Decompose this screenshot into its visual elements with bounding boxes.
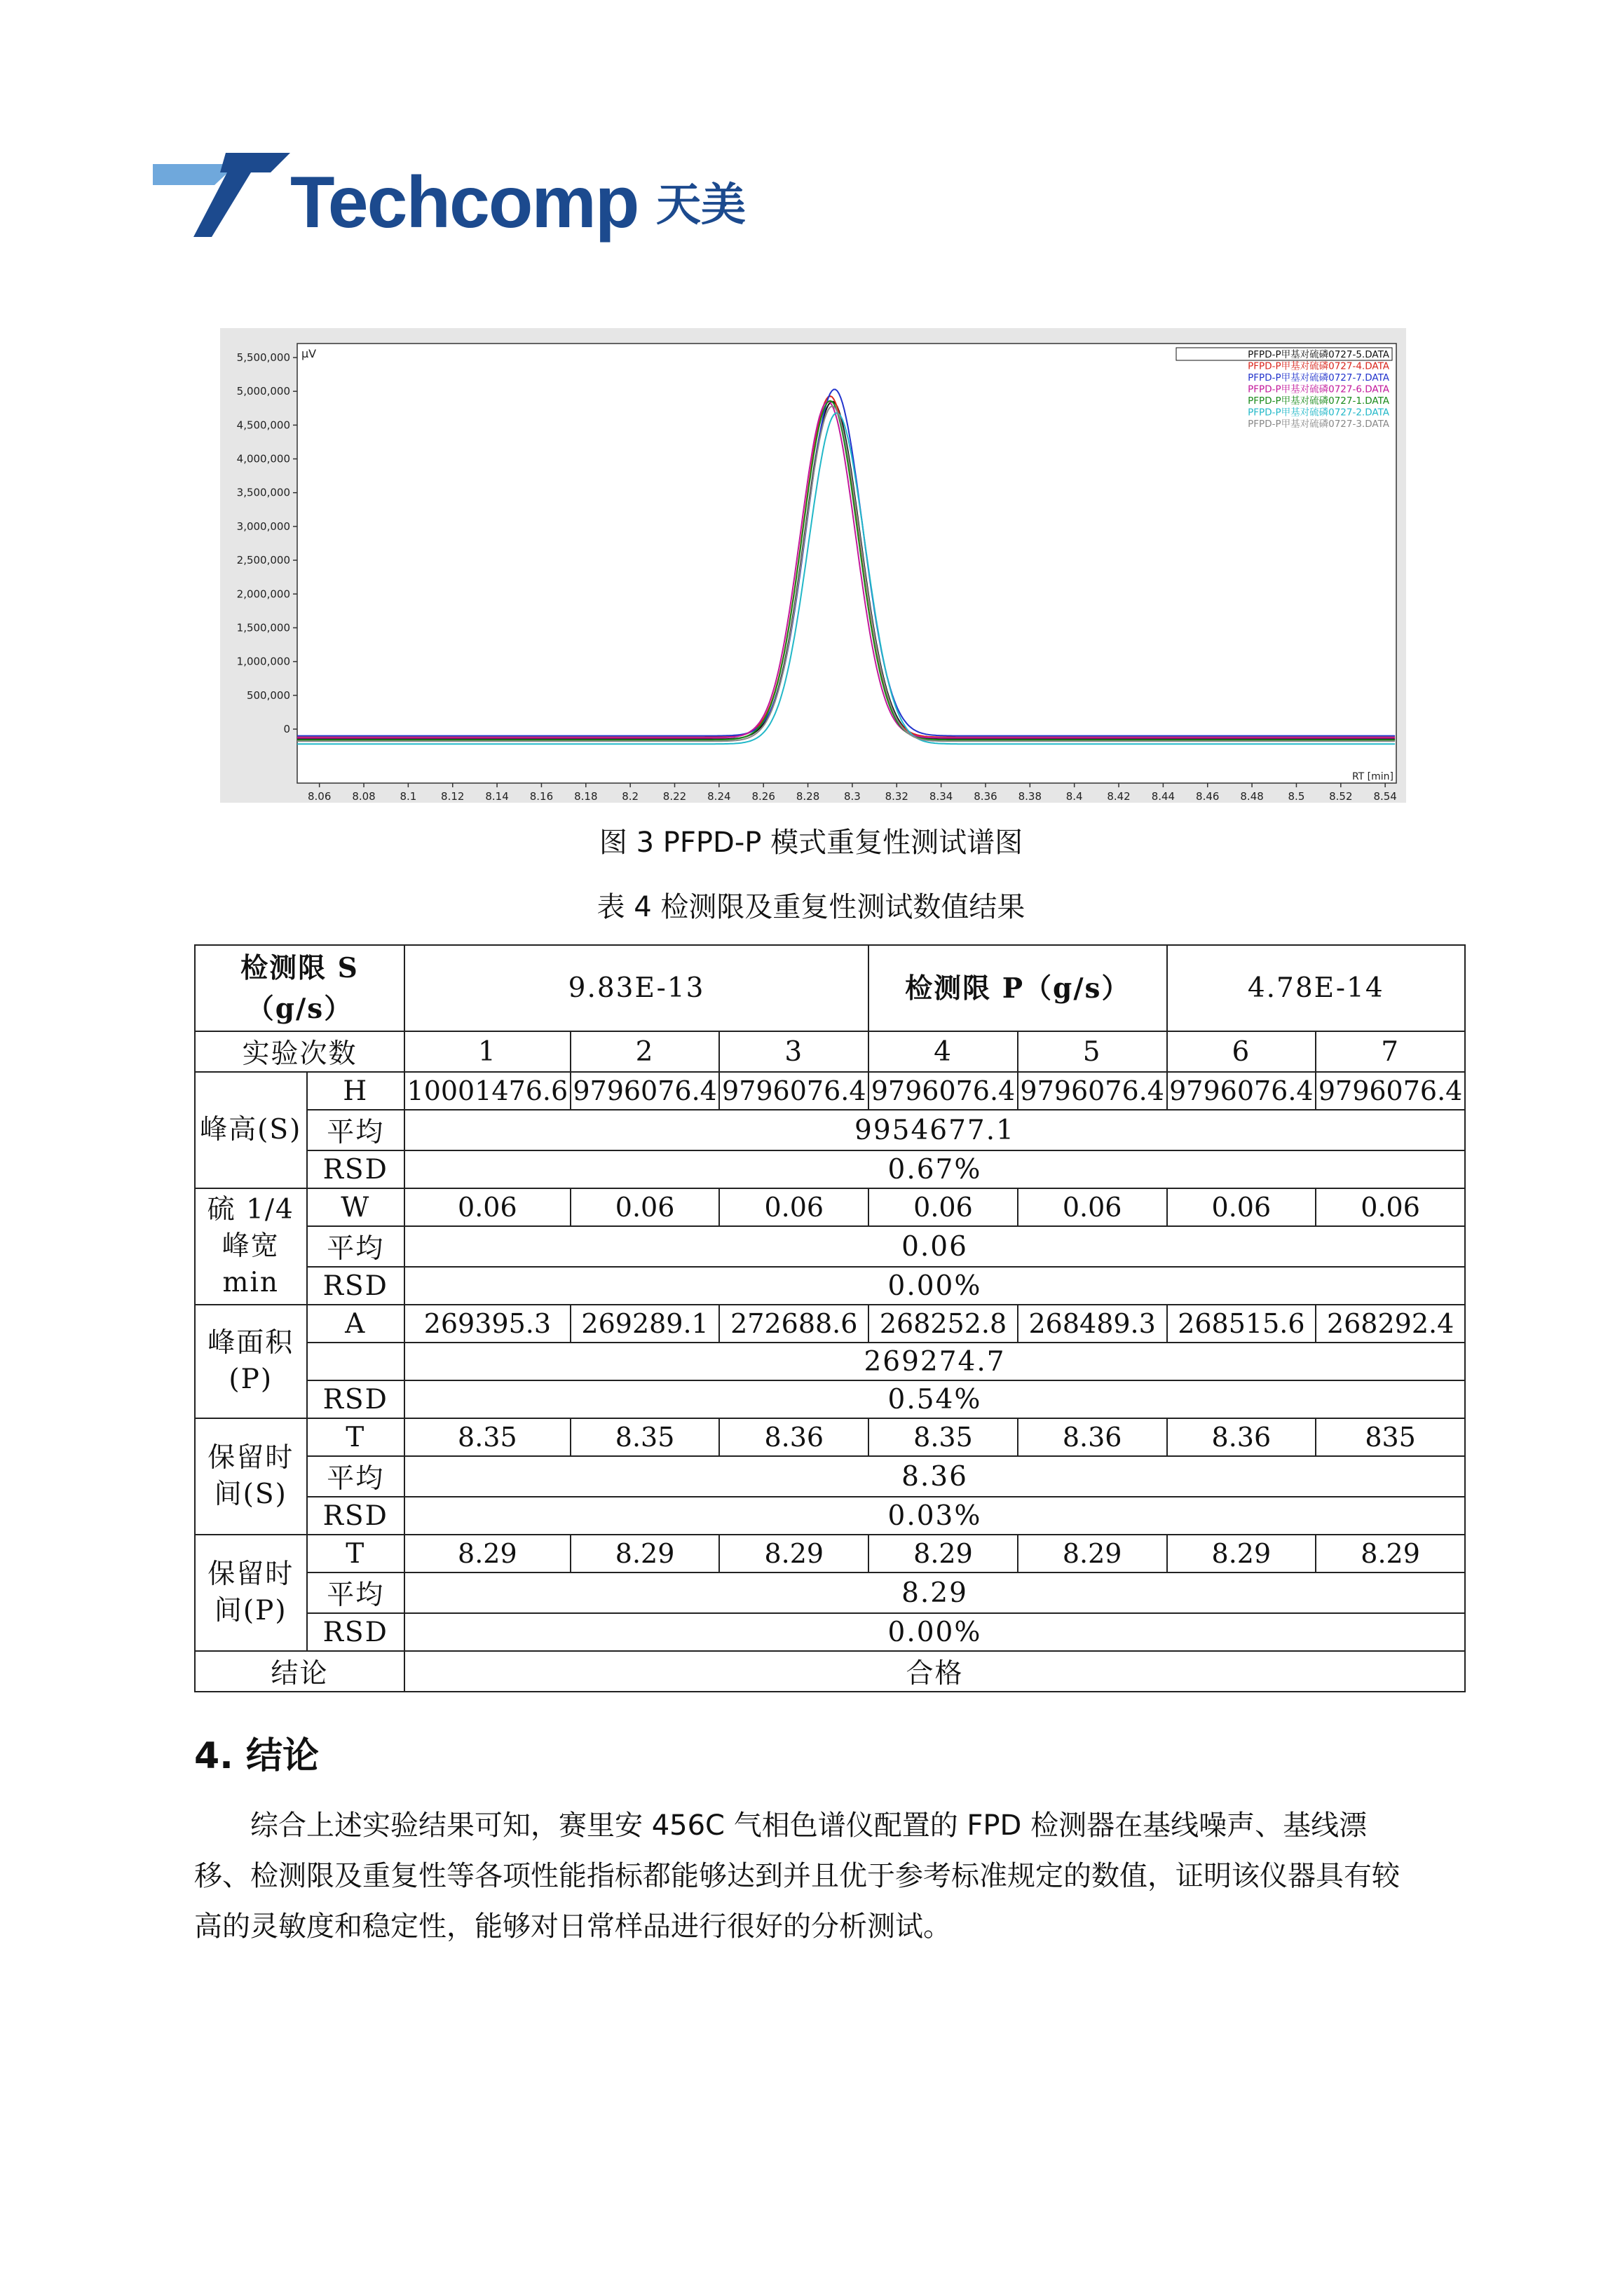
x-tick-label: 8.26 <box>751 790 775 803</box>
legend-entry: PFPD-P甲基对硫磷0727-4.DATA <box>1248 360 1389 372</box>
value-cell: 272688.6 <box>719 1305 868 1343</box>
row-label: W <box>307 1188 404 1226</box>
value-cell: 8.36 <box>1018 1418 1167 1456</box>
row-label: RSD <box>307 1380 404 1418</box>
detect-limit-p-value: 4.78E-14 <box>1167 945 1465 1031</box>
table-row <box>195 1072 1465 1110</box>
results-table <box>194 944 1466 1692</box>
value-cell: 9796076.4 <box>719 1072 868 1110</box>
x-tick-label: 8.1 <box>400 790 417 803</box>
value-cell: 0.06 <box>868 1188 1018 1226</box>
y-tick-label: 0 <box>283 723 290 735</box>
value-cell: 9796076.4 <box>571 1072 720 1110</box>
legend-entry: PFPD-P甲基对硫磷0727-5.DATA <box>1248 349 1389 360</box>
value-cell: 8.29 <box>1167 1535 1316 1572</box>
value-cell: 8.29 <box>868 1535 1018 1572</box>
table-row <box>195 1418 1465 1456</box>
row-label <box>307 1343 404 1380</box>
table-row <box>195 1188 1465 1226</box>
value-cell: 9796076.4 <box>1167 1072 1316 1110</box>
y-tick-label: 1,500,000 <box>236 621 290 634</box>
row-label: A <box>307 1305 404 1343</box>
summary-cell: 0.54% <box>404 1380 1465 1418</box>
detect-limit-s-label: 检测限 S（g/s） <box>195 945 404 1031</box>
run-number: 4 <box>868 1031 1018 1072</box>
table-row <box>195 1535 1465 1572</box>
techcomp-logo <box>153 144 784 250</box>
value-cell: 0.06 <box>404 1188 571 1226</box>
logo-wordmark: Techcomp <box>290 162 639 243</box>
x-tick-label: 8.22 <box>662 790 687 803</box>
value-cell: 8.29 <box>404 1535 571 1572</box>
value-cell: 268252.8 <box>868 1305 1018 1343</box>
paragraph-line: 综合上述实验结果可知，赛里安 456C 气相色谱仪配置的 FPD 检测器在基线噪声、基线漂 <box>250 1809 1368 1842</box>
x-tick-label: 8.54 <box>1373 790 1397 803</box>
x-tick-label: 8.38 <box>1018 790 1042 803</box>
x-tick-label: 8.48 <box>1240 790 1264 803</box>
value-cell: 268489.3 <box>1018 1305 1167 1343</box>
run-number: 6 <box>1167 1031 1316 1072</box>
conclusion-label: 结论 <box>195 1651 404 1692</box>
row-label: 平均 <box>307 1572 404 1613</box>
value-cell: 8.29 <box>1316 1535 1465 1572</box>
x-tick-label: 8.32 <box>885 790 908 803</box>
table-row <box>195 1305 1465 1343</box>
value-cell: 835 <box>1316 1418 1465 1456</box>
y-tick-label: 3,500,000 <box>236 486 290 499</box>
legend-entry: PFPD-P甲基对硫磷0727-3.DATA <box>1248 419 1389 430</box>
value-cell: 8.29 <box>1018 1535 1167 1572</box>
row-label: RSD <box>307 1150 404 1188</box>
y-tick-label: 5,500,000 <box>236 351 290 364</box>
value-cell: 0.06 <box>719 1188 868 1226</box>
value-cell: 0.06 <box>1167 1188 1316 1226</box>
x-tick-label: 8.18 <box>574 790 598 803</box>
run-number: 2 <box>571 1031 720 1072</box>
y-tick-label: 4,000,000 <box>236 452 290 466</box>
value-cell: 8.35 <box>404 1418 571 1456</box>
paragraph-line: 高的灵敏度和稳定性，能够对日常样品进行很好的分析测试。 <box>194 1910 951 1943</box>
x-tick-label: 8.5 <box>1288 790 1305 803</box>
table-row <box>195 1226 1465 1267</box>
value-cell: 8.35 <box>868 1418 1018 1456</box>
x-tick-label: 8.52 <box>1329 790 1353 803</box>
runs-label: 实验次数 <box>195 1031 404 1072</box>
x-tick-label: 8.14 <box>485 790 509 803</box>
value-cell: 269289.1 <box>571 1305 720 1343</box>
value-cell: 8.36 <box>719 1418 868 1456</box>
group-label: 保留时间(S) <box>195 1418 307 1535</box>
figure-caption: 图 3 PFPD-P 模式重复性测试谱图 <box>599 827 1023 859</box>
table-row <box>195 1150 1465 1188</box>
section-heading: 4. 结论 <box>194 1735 320 1777</box>
x-tick-label: 8.3 <box>843 790 861 803</box>
logo-cn-name: 天美 <box>656 179 746 231</box>
legend-entry: PFPD-P甲基对硫磷0727-6.DATA <box>1248 383 1389 395</box>
y-tick-label: 2,500,000 <box>236 554 290 567</box>
summary-cell: 0.00% <box>404 1613 1465 1651</box>
row-label: T <box>307 1535 404 1572</box>
x-tick-label: 8.36 <box>974 790 997 803</box>
table-row <box>195 1343 1465 1380</box>
row-label: H <box>307 1072 404 1110</box>
x-tick-label: 8.34 <box>929 790 953 803</box>
value-cell: 9796076.4 <box>1316 1072 1465 1110</box>
y-tick-label: 4,500,000 <box>236 419 290 432</box>
group-label: 峰高(S) <box>195 1072 307 1188</box>
value-cell: 9796076.4 <box>1018 1072 1167 1110</box>
table-row <box>195 1497 1465 1535</box>
conclusion-value: 合格 <box>404 1651 1465 1692</box>
plot-area <box>297 344 1396 783</box>
value-cell: 8.29 <box>719 1535 868 1572</box>
table-row <box>195 1613 1465 1651</box>
runs-row <box>195 1031 1465 1072</box>
x-tick-label: 8.24 <box>707 790 731 803</box>
group-label: 硫 1/4 峰宽 min <box>195 1188 307 1305</box>
paragraph-line: 移、检测限及重复性等各项性能指标都能够达到并且优于参考标准规定的数值，证明该仪器具有较 <box>194 1860 1400 1892</box>
table-header-row <box>195 945 1465 1031</box>
row-label: 平均 <box>307 1456 404 1497</box>
row-label: RSD <box>307 1613 404 1651</box>
x-tick-label: 8.08 <box>352 790 376 803</box>
table-row <box>195 1456 1465 1497</box>
value-cell: 10001476.6 <box>404 1072 571 1110</box>
row-label: T <box>307 1418 404 1456</box>
value-cell: 0.06 <box>1018 1188 1167 1226</box>
x-tick-label: 8.2 <box>622 790 639 803</box>
x-tick-label: 8.12 <box>441 790 465 803</box>
table-row <box>195 1110 1465 1150</box>
summary-cell: 9954677.1 <box>404 1110 1465 1150</box>
y-axis-unit: μV <box>301 347 317 360</box>
y-tick-label: 500,000 <box>246 688 290 702</box>
row-label: RSD <box>307 1267 404 1305</box>
value-cell: 8.29 <box>571 1535 720 1572</box>
summary-cell: 0.00% <box>404 1267 1465 1305</box>
x-tick-label: 8.06 <box>307 790 332 803</box>
row-label: 平均 <box>307 1226 404 1267</box>
conclusion-paragraph <box>194 1800 1456 1952</box>
value-cell: 269395.3 <box>404 1305 571 1343</box>
summary-cell: 0.06 <box>404 1226 1465 1267</box>
table-row <box>195 1572 1465 1613</box>
x-tick-label: 8.16 <box>529 790 554 803</box>
value-cell: 9796076.4 <box>868 1072 1018 1110</box>
x-tick-label: 8.42 <box>1107 790 1131 803</box>
y-tick-label: 2,000,000 <box>236 587 290 601</box>
y-tick-label: 1,000,000 <box>236 655 290 668</box>
summary-cell: 8.29 <box>404 1572 1465 1613</box>
value-cell: 268292.4 <box>1316 1305 1465 1343</box>
row-label: RSD <box>307 1497 404 1535</box>
y-tick-label: 3,000,000 <box>236 519 290 533</box>
group-label: 保留时间(P) <box>195 1535 307 1651</box>
legend-entry: PFPD-P甲基对硫磷0727-1.DATA <box>1248 395 1389 407</box>
detect-limit-s-value: 9.83E-13 <box>404 945 868 1031</box>
x-tick-label: 8.44 <box>1151 790 1175 803</box>
value-cell: 0.06 <box>1316 1188 1465 1226</box>
row-label: 平均 <box>307 1110 404 1150</box>
chromatogram-chart <box>220 328 1406 803</box>
x-tick-label: 8.46 <box>1196 790 1220 803</box>
y-tick-label: 5,000,000 <box>236 385 290 398</box>
value-cell: 8.36 <box>1167 1418 1316 1456</box>
value-cell: 0.06 <box>571 1188 720 1226</box>
legend-entry: PFPD-P甲基对硫磷0727-2.DATA <box>1248 407 1389 419</box>
x-tick-label: 8.28 <box>796 790 820 803</box>
table-caption: 表 4 检测限及重复性测试数值结果 <box>597 891 1025 923</box>
detect-limit-p-label: 检测限 P（g/s） <box>868 945 1166 1031</box>
run-number: 3 <box>719 1031 868 1072</box>
summary-cell: 8.36 <box>404 1456 1465 1497</box>
value-cell: 8.35 <box>571 1418 720 1456</box>
value-cell: 268515.6 <box>1167 1305 1316 1343</box>
conclusion-row <box>195 1651 1465 1692</box>
group-label: 峰面积(P) <box>195 1305 307 1418</box>
run-number: 1 <box>404 1031 571 1072</box>
summary-cell: 269274.7 <box>404 1343 1465 1380</box>
run-number: 5 <box>1018 1031 1167 1072</box>
summary-cell: 0.03% <box>404 1497 1465 1535</box>
legend-entry: PFPD-P甲基对硫磷0727-7.DATA <box>1248 372 1389 383</box>
table-row <box>195 1267 1465 1305</box>
summary-cell: 0.67% <box>404 1150 1465 1188</box>
run-number: 7 <box>1316 1031 1465 1072</box>
x-axis-unit: RT [min] <box>1351 771 1393 782</box>
x-tick-label: 8.4 <box>1065 790 1083 803</box>
table-row <box>195 1380 1465 1418</box>
